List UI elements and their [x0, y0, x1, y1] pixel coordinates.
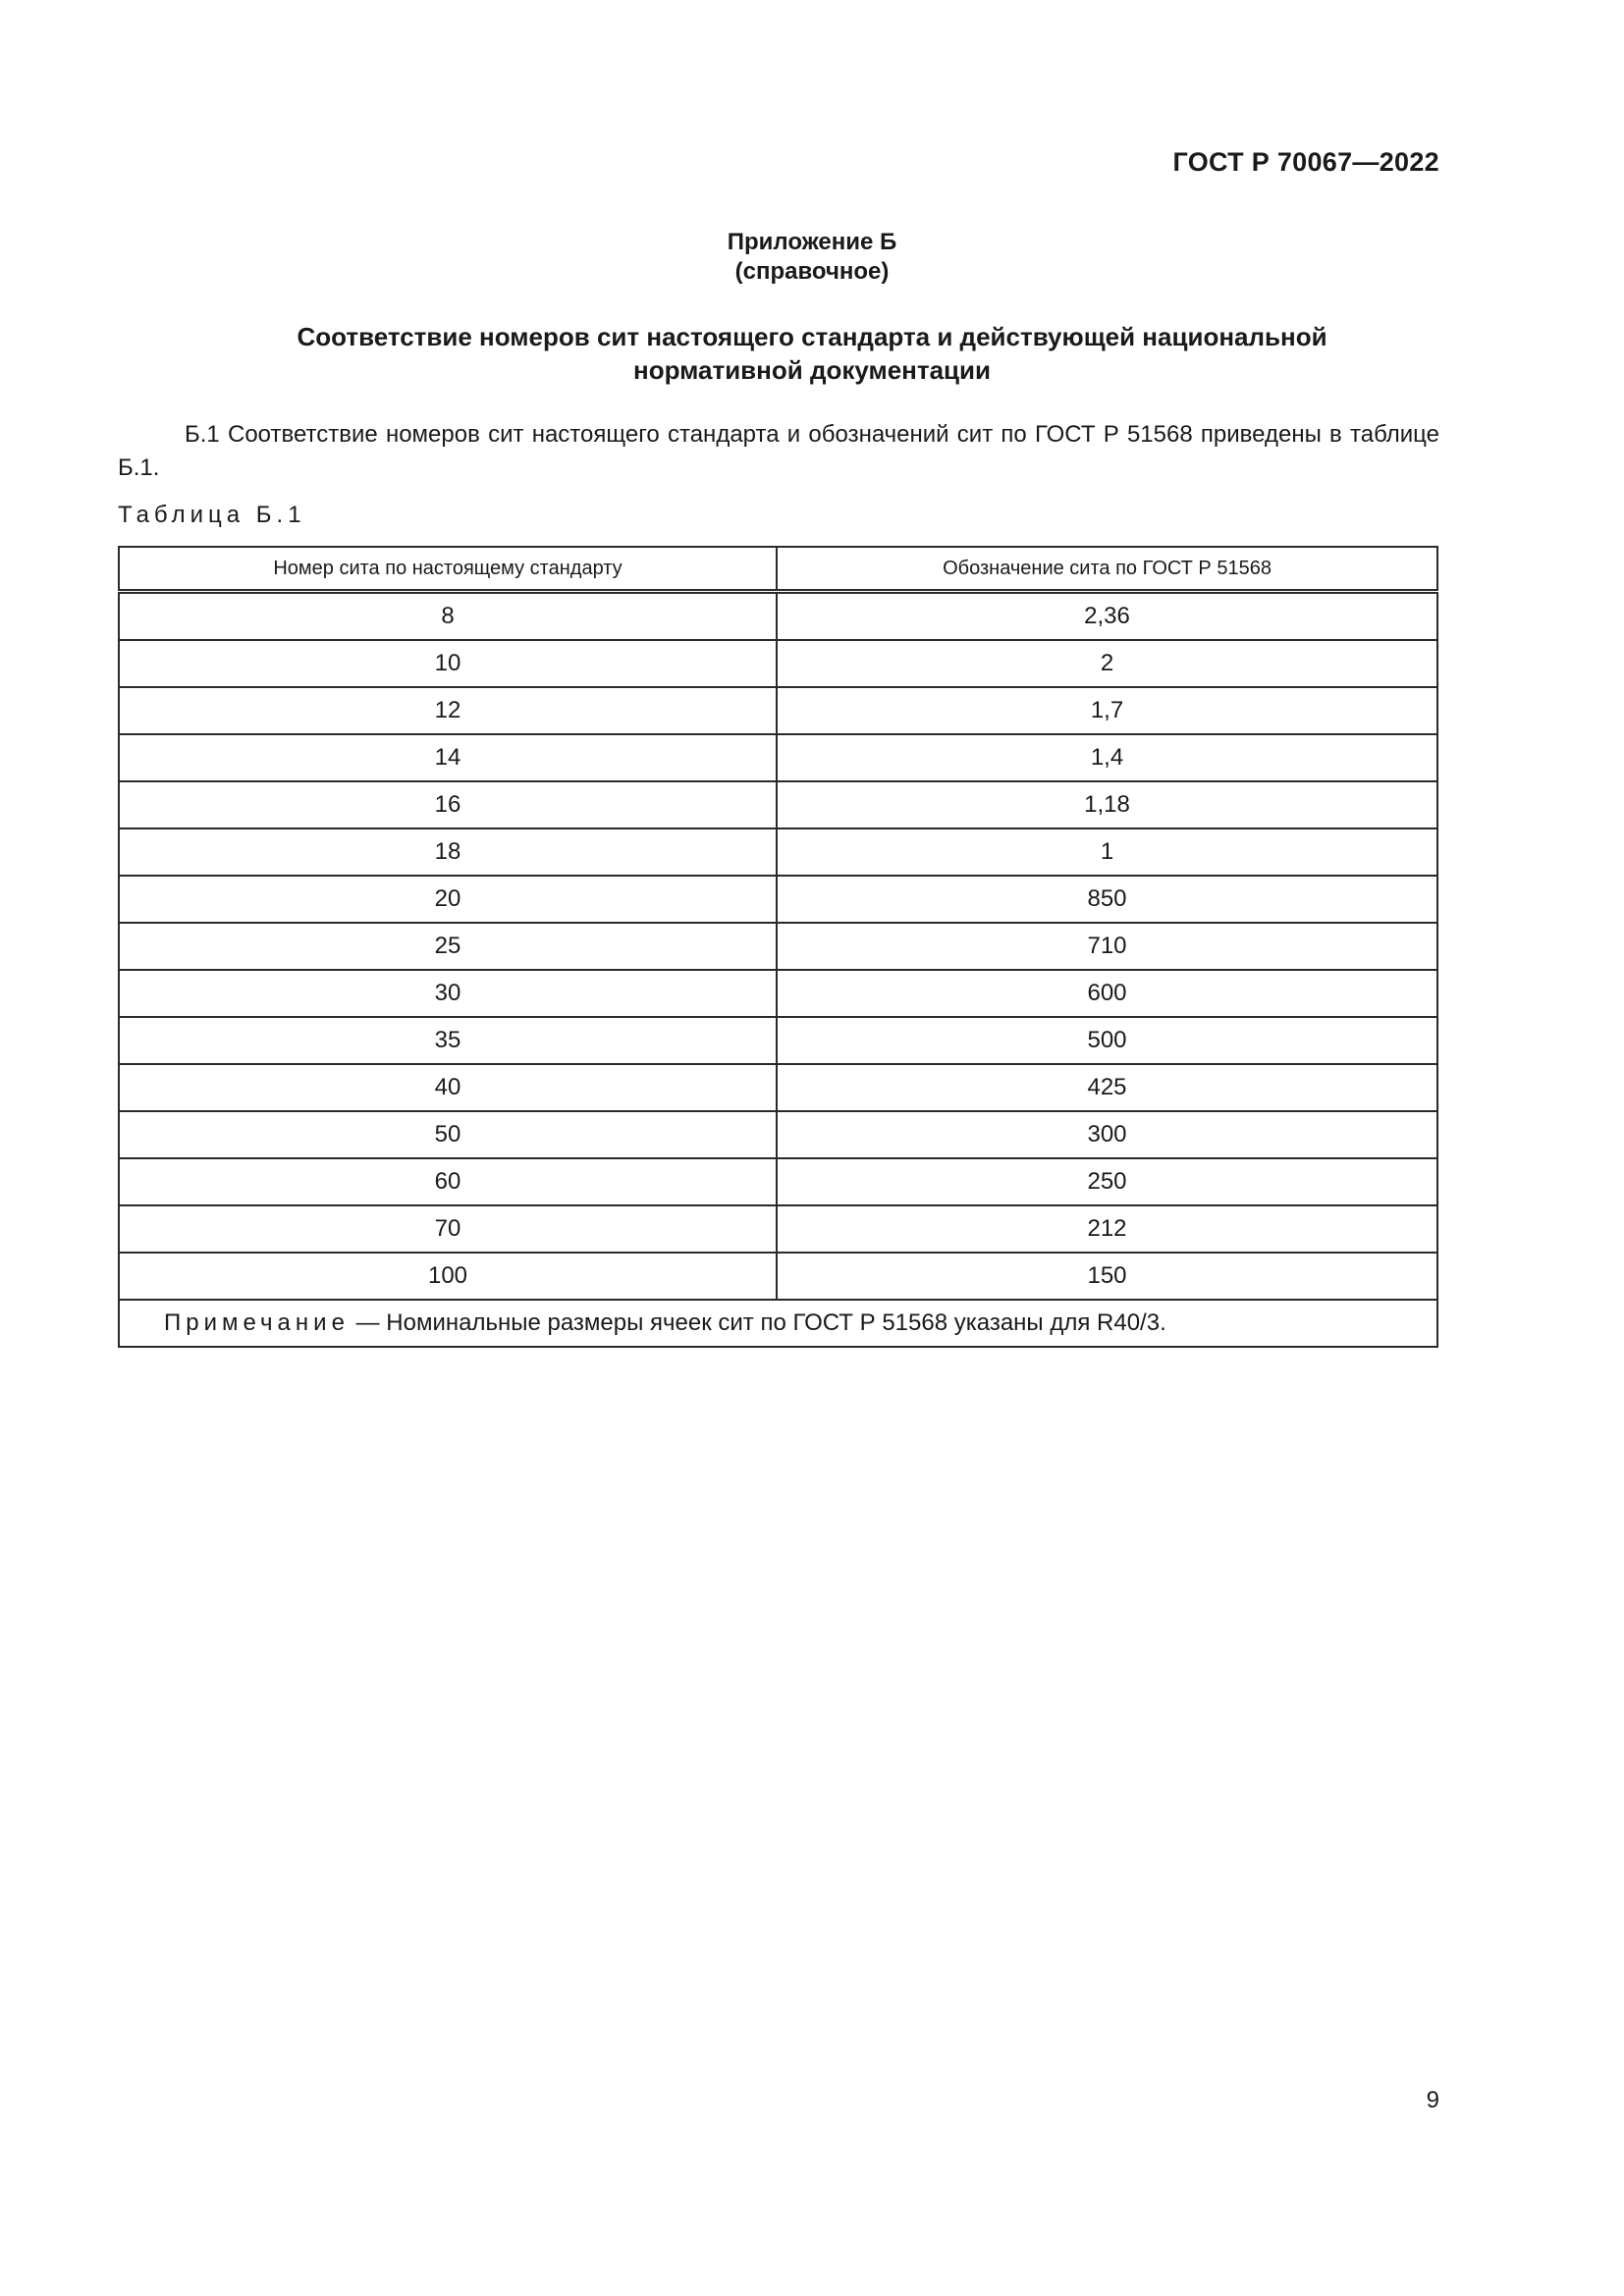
paragraph-b1: Б.1 Соответствие номеров сит настоящего стандарта и обозначений сит по ГОСТ Р 51568 приведены в таблице Б.1.	[118, 421, 1439, 481]
cell-standard-number: 18	[119, 828, 777, 876]
table-row	[119, 970, 1437, 1017]
section-title	[196, 320, 1428, 387]
cell-gost-designation: 1	[777, 828, 1437, 876]
cell-gost-designation: 2	[777, 640, 1437, 687]
cell-gost-designation: 425	[777, 1064, 1437, 1111]
table-row	[119, 687, 1437, 734]
cell-standard-number: 10	[119, 640, 777, 687]
table-row	[119, 1064, 1437, 1111]
cell-gost-designation: 710	[777, 923, 1437, 970]
cell-gost-designation: 1,7	[777, 687, 1437, 734]
table-header-row	[119, 547, 1437, 592]
table-row	[119, 1253, 1437, 1300]
cell-gost-designation: 850	[777, 876, 1437, 923]
table-row	[119, 1017, 1437, 1064]
table-row	[119, 1111, 1437, 1158]
sieve-correspondence-table	[118, 546, 1438, 1348]
cell-standard-number: 35	[119, 1017, 777, 1064]
cell-standard-number: 20	[119, 876, 777, 923]
page-number: 9	[1426, 2087, 1439, 2113]
cell-gost-designation: 300	[777, 1111, 1437, 1158]
table-body	[119, 592, 1437, 1301]
table-row	[119, 876, 1437, 923]
cell-gost-designation: 2,36	[777, 592, 1437, 641]
table-row	[119, 1158, 1437, 1205]
column-header-standard-number: Номер сита по настоящему стандарту	[119, 547, 777, 592]
table-row	[119, 734, 1437, 781]
cell-gost-designation: 250	[777, 1158, 1437, 1205]
cell-gost-designation: 150	[777, 1253, 1437, 1300]
note-label: Примечание	[164, 1309, 350, 1336]
table-row	[119, 592, 1437, 641]
section-title-line-1: Соответствие номеров сит настоящего стандарта и действующей национальной	[297, 322, 1327, 351]
cell-standard-number: 25	[119, 923, 777, 970]
cell-gost-designation: 212	[777, 1205, 1437, 1253]
table-row	[119, 1205, 1437, 1253]
cell-gost-designation: 1,18	[777, 781, 1437, 828]
table-note-row	[119, 1300, 1437, 1347]
cell-standard-number: 70	[119, 1205, 777, 1253]
table-note	[119, 1300, 1437, 1347]
cell-standard-number: 12	[119, 687, 777, 734]
cell-standard-number: 40	[119, 1064, 777, 1111]
cell-gost-designation: 1,4	[777, 734, 1437, 781]
cell-standard-number: 30	[119, 970, 777, 1017]
cell-standard-number: 100	[119, 1253, 777, 1300]
cell-standard-number: 14	[119, 734, 777, 781]
table-row	[119, 923, 1437, 970]
table-caption: Таблица Б.1	[118, 502, 306, 528]
table-row	[119, 781, 1437, 828]
cell-standard-number: 50	[119, 1111, 777, 1158]
cell-gost-designation: 500	[777, 1017, 1437, 1064]
document-code: ГОСТ Р 70067—2022	[1172, 147, 1439, 177]
table-row	[119, 640, 1437, 687]
section-title-line-2: нормативной документации	[632, 355, 992, 385]
cell-gost-designation: 600	[777, 970, 1437, 1017]
appendix-title: Приложение Б	[727, 229, 897, 255]
cell-standard-number: 60	[119, 1158, 777, 1205]
appendix-subtitle: (справочное)	[734, 258, 890, 285]
note-text: — Номинальные размеры ячеек сит по ГОСТ Р 51568 указаны для R40/3.	[349, 1309, 1166, 1336]
column-header-gost-designation: Обозначение сита по ГОСТ Р 51568	[777, 547, 1437, 592]
cell-standard-number: 16	[119, 781, 777, 828]
table-row	[119, 828, 1437, 876]
appendix-heading	[0, 228, 1624, 287]
cell-standard-number: 8	[119, 592, 777, 641]
sieve-table	[118, 546, 1438, 1348]
